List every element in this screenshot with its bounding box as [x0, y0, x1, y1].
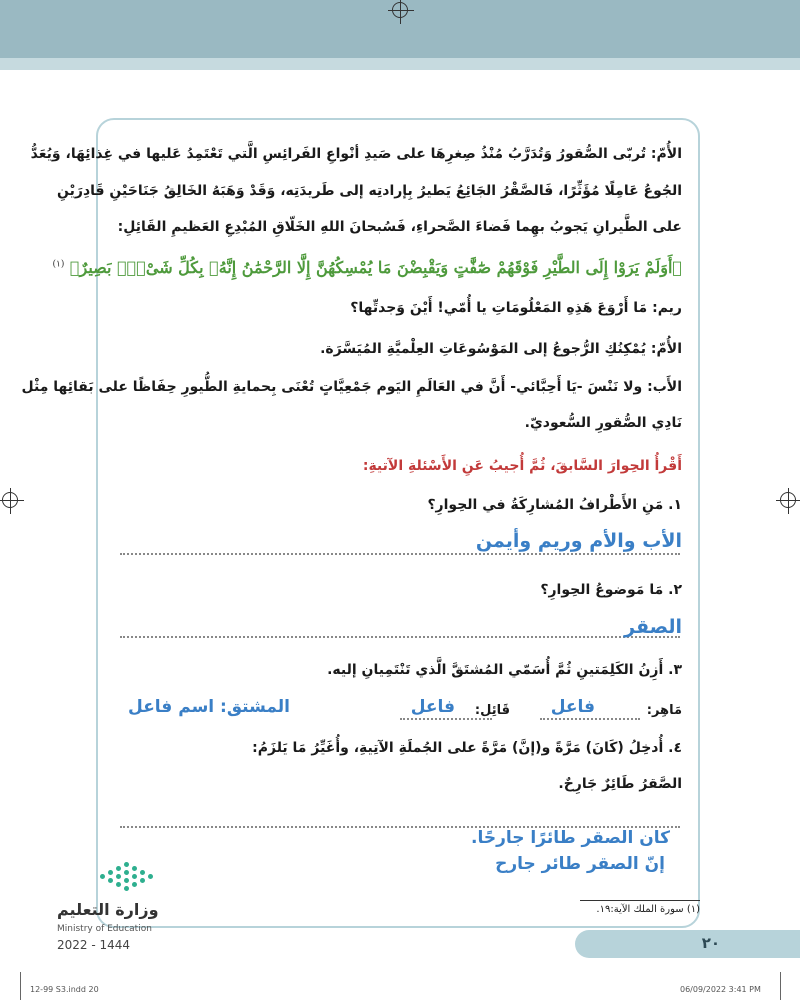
footnote-rule — [580, 900, 700, 901]
footnote: (١) سورة الملك الآية:١٩. — [596, 904, 700, 915]
dialogue-reem: ريم: مَا أَرْوَعَ هَذِهِ المَعْلُومَاتِ يا أُمّي! أَيْنَ وَجدتِّها؟ — [350, 300, 682, 316]
ministry-name-english: Ministry of Education — [57, 924, 152, 934]
q3-answer-line-2 — [400, 718, 492, 720]
crop-mark-right — [780, 972, 781, 1000]
registration-mark-top — [392, 2, 408, 18]
quran-verse — [52, 258, 682, 277]
registration-mark-left — [2, 492, 18, 508]
dialogue-line-1: الأُمّ: تُربّى الصُّقورُ وَتُدَرَّبُ مُنْذُ صِغرِهَا على صَيدِ أنْواعِ الفَرائِسِ الَّتي تَعْتَمِدُ عَليها في غِذائِهَا، وَيُعَدُّ — [30, 146, 682, 162]
dialogue-mother: الأُمّ: يُمْكِنُكِ الرُّجوعُ إلى المَوْسُوعَاتِ العِلْميَّةِ المُيَسَّرَة. — [320, 341, 682, 357]
dialogue-line-3: على الطَّيرانِ يَجوبُ بهِما فَضاءَ الصَّحراءِ، فَسُبحانَ اللهِ الخَلّاقِ المُبْدِعِ العَظيمِ القَائِلِ: — [117, 219, 682, 235]
dialogue-line-2: الجُوعُ عَامِلًا مُؤَثِّرًا، فَالصَّقْرُ الجَائِعُ يَطيرُ بِإرادتِه إلى طَريدَتِه، وَقَدْ وَهَبَهُ الخَالِقُ جَنَاحَيْنِ قَادِرَيْنِ — [57, 183, 682, 199]
crop-mark-left — [20, 972, 21, 1000]
q3-answer-1: فاعل — [550, 697, 595, 717]
answer-4-line-2: إنّ الصقر طائر جارح — [495, 854, 665, 874]
ministry-name-arabic: وزارة التعليم — [57, 900, 159, 919]
q3-word-2: قَائِل: — [474, 703, 510, 718]
registration-mark-right — [780, 492, 796, 508]
question-4-sentence: الصَّقرُ طَائِرٌ جَارِحٌ. — [558, 776, 682, 792]
print-slug-left: 12-99 S3.indd 20 — [30, 985, 99, 994]
print-slug-right: 06/09/2022 3:41 PM — [680, 985, 761, 994]
answer-line-1 — [120, 553, 680, 555]
q3-answer-2: فاعل — [410, 697, 455, 717]
q3-answer-3: المشتق: اسم فاعل — [128, 697, 290, 717]
answer-1: الأب والأم وريم وأيمن — [475, 530, 682, 552]
instruction-heading: أَقْرأُ الحِوارَ السَّابقَ، ثُمَّ أُجيبُ عَنِ الأَسْئلةِ الآتيةِ: — [362, 458, 682, 474]
q3-word-1: مَاهِر: — [646, 703, 682, 718]
content-box — [96, 118, 700, 928]
question-4: ٤. أُدخِلُ (كَانَ) مَرَّةً و(إنَّ) مَرَّةً على الجُملَةِ الآتِيةِ، وأُغَيِّرُ مَا يَلزَمُ: — [252, 740, 682, 756]
quran-reference: (١) — [52, 259, 65, 270]
answer-line-2 — [120, 636, 680, 638]
dialogue-father-2: نَادِي الصُّقورِ السُّعوديّ. — [524, 415, 682, 431]
answer-2: الصقر — [624, 616, 682, 638]
question-1: ١. مَنِ الأَطْرافُ المُشارِكَةُ في الحِوارِ؟ — [427, 497, 682, 513]
question-2: ٢. مَا مَوضوعُ الحِوارِ؟ — [540, 582, 682, 598]
page-number-tab — [575, 930, 800, 958]
dialogue-father-1: الأَب: ولا نَنْسَ -يَا أَحِبَّائي- أَنَّ في العَالَمِ اليَوم جَمْعِيَّاتٍ تُعْنَى بِحمايةِ الطُّيورِ حِفَاظًا على بَقائِها مِثْل — [21, 379, 682, 395]
ministry-logo-icon — [100, 862, 162, 892]
answer-4-line-1: كان الصقر طائرًا جارحًا. — [470, 828, 670, 848]
academic-year: 2022 - 1444 — [57, 938, 131, 952]
quran-verse-text: ﴿أَوَلَمْ يَرَوْا إِلَى الطَّيْرِ فَوْقَهُمْ صَٰٓفَّٰتٍ وَيَقْبِضْنَ مَا يُمْسِكُهُنَّ إِلَّا الرَّحْمَٰنُ إِنَّهُۥ بِكُلِّ شَىْءٍۭ بَصِيرٌ﴾ — [69, 258, 682, 277]
page-number: ٢٠ — [701, 934, 720, 952]
question-3: ٣. أَزِنُ الكَلِمَتينِ ثُمَّ أُسَمّي المُشتَقَّ الَّذي تَنْتَمِيانِ إليه. — [327, 662, 682, 678]
q3-answer-line-1 — [540, 718, 640, 720]
